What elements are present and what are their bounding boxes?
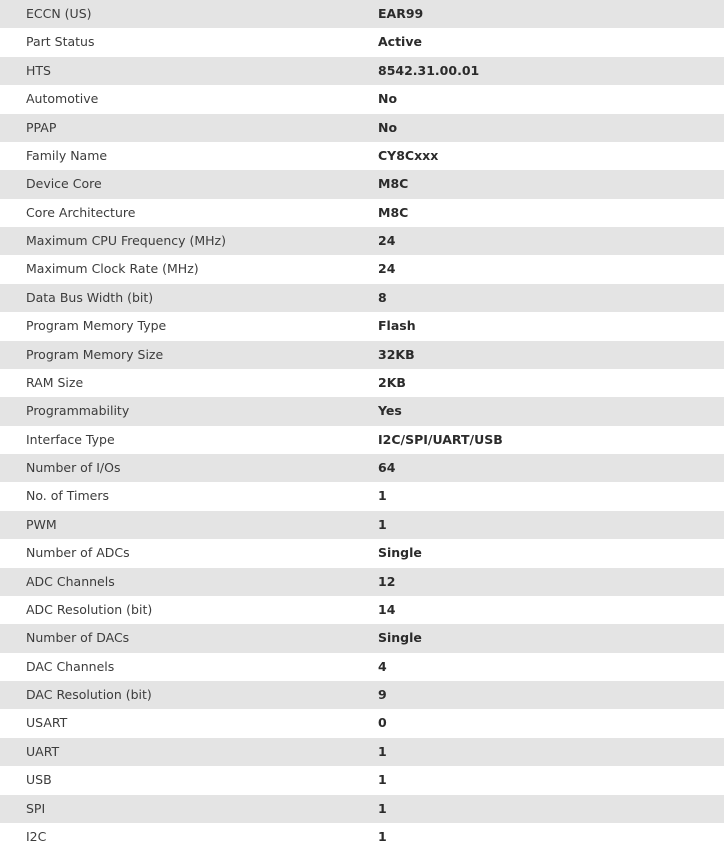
spec-label: DAC Channels: [26, 658, 115, 674]
spec-value: Flash: [378, 318, 416, 334]
spec-value: 9: [352, 681, 724, 709]
spec-row-ppap: [0, 114, 724, 142]
spec-label: USB: [26, 772, 52, 788]
spec-row-number-of-adcs: [0, 539, 724, 567]
spec-value: No: [378, 91, 398, 107]
spec-label: Device Core: [0, 170, 352, 198]
spec-row-usart: [0, 709, 724, 737]
spec-value: 12: [352, 568, 724, 596]
spec-label: Number of I/Os: [0, 454, 352, 482]
spec-value: 2KB: [378, 374, 406, 390]
spec-label: PWM: [0, 511, 352, 539]
spec-value: No: [352, 114, 724, 142]
spec-label: ADC Resolution (bit): [26, 601, 153, 617]
spec-value: 64: [352, 454, 724, 482]
spec-label: Program Memory Type: [26, 318, 167, 334]
spec-label: Part Status: [26, 34, 95, 50]
spec-label: HTS: [0, 57, 352, 85]
spec-label: USART: [26, 715, 68, 731]
spec-value: CY8Cxxx: [378, 147, 439, 163]
spec-label: ADC Channels: [0, 568, 352, 596]
spec-label: DAC Resolution (bit): [0, 681, 352, 709]
spec-value: 1: [352, 738, 724, 766]
spec-row-pwm: [0, 511, 724, 539]
spec-label: Programmability: [0, 397, 352, 425]
spec-value: 24: [352, 227, 724, 255]
spec-value: 0: [378, 715, 387, 731]
spec-row-ram-size: [0, 369, 724, 397]
spec-row-program-memory-type: [0, 312, 724, 340]
spec-row-dac-resolution: [0, 681, 724, 709]
spec-value: 1: [378, 828, 387, 844]
spec-value: 8542.31.00.01: [352, 57, 724, 85]
spec-label: UART: [0, 738, 352, 766]
spec-row-hts: [0, 57, 724, 85]
spec-label: I2C: [26, 828, 47, 844]
spec-label: Family Name: [26, 147, 108, 163]
spec-label: Number of ADCs: [26, 545, 130, 561]
spec-row-number-of-dacs: [0, 624, 724, 652]
spec-value: Active: [378, 34, 422, 50]
spec-value: I2C/SPI/UART/USB: [378, 431, 503, 447]
spec-row-max-cpu-frequency: [0, 227, 724, 255]
spec-label: ECCN (US): [0, 0, 352, 28]
spec-label: RAM Size: [26, 374, 84, 390]
spec-value: 4: [378, 658, 387, 674]
spec-row-part-status: [0, 28, 724, 56]
spec-value: Single: [352, 624, 724, 652]
spec-label: Data Bus Width (bit): [0, 284, 352, 312]
spec-label: No. of Timers: [26, 488, 109, 504]
spec-row-uart: [0, 738, 724, 766]
spec-row-i2c: [0, 823, 724, 851]
spec-row-dac-channels: [0, 653, 724, 681]
spec-row-eccn: [0, 0, 724, 28]
spec-value: 1: [352, 795, 724, 823]
spec-row-no-of-timers: [0, 482, 724, 510]
spec-value: EAR99: [352, 0, 724, 28]
spec-label: Program Memory Size: [0, 341, 352, 369]
spec-value: M8C: [378, 204, 409, 220]
spec-row-family-name: [0, 142, 724, 170]
spec-row-device-core: [0, 170, 724, 198]
spec-value: Yes: [352, 397, 724, 425]
spec-label: Core Architecture: [26, 204, 136, 220]
spec-value: 1: [352, 511, 724, 539]
spec-label: Number of DACs: [0, 624, 352, 652]
spec-value: 24: [378, 261, 396, 277]
spec-row-adc-channels: [0, 568, 724, 596]
spec-label: Maximum Clock Rate (MHz): [26, 261, 199, 277]
spec-label: Interface Type: [26, 431, 115, 447]
spec-row-spi: [0, 795, 724, 823]
spec-value: 1: [378, 488, 387, 504]
spec-row-programmability: [0, 397, 724, 425]
spec-row-data-bus-width: [0, 284, 724, 312]
spec-row-adc-resolution: [0, 596, 724, 624]
spec-row-usb: [0, 766, 724, 794]
spec-label: Automotive: [26, 91, 99, 107]
spec-row-number-of-ios: [0, 454, 724, 482]
spec-value: 1: [378, 772, 387, 788]
spec-value: M8C: [352, 170, 724, 198]
spec-value: 8: [352, 284, 724, 312]
spec-value: 14: [378, 601, 396, 617]
spec-row-program-memory-size: [0, 341, 724, 369]
spec-value: Single: [378, 545, 422, 561]
spec-row-automotive: [0, 85, 724, 113]
spec-label: Maximum CPU Frequency (MHz): [0, 227, 352, 255]
spec-value: 32KB: [352, 341, 724, 369]
spec-row-interface-type: [0, 426, 724, 454]
spec-label: PPAP: [0, 114, 352, 142]
spec-row-max-clock-rate: [0, 255, 724, 283]
spec-label: SPI: [0, 795, 352, 823]
spec-row-core-architecture: [0, 199, 724, 227]
